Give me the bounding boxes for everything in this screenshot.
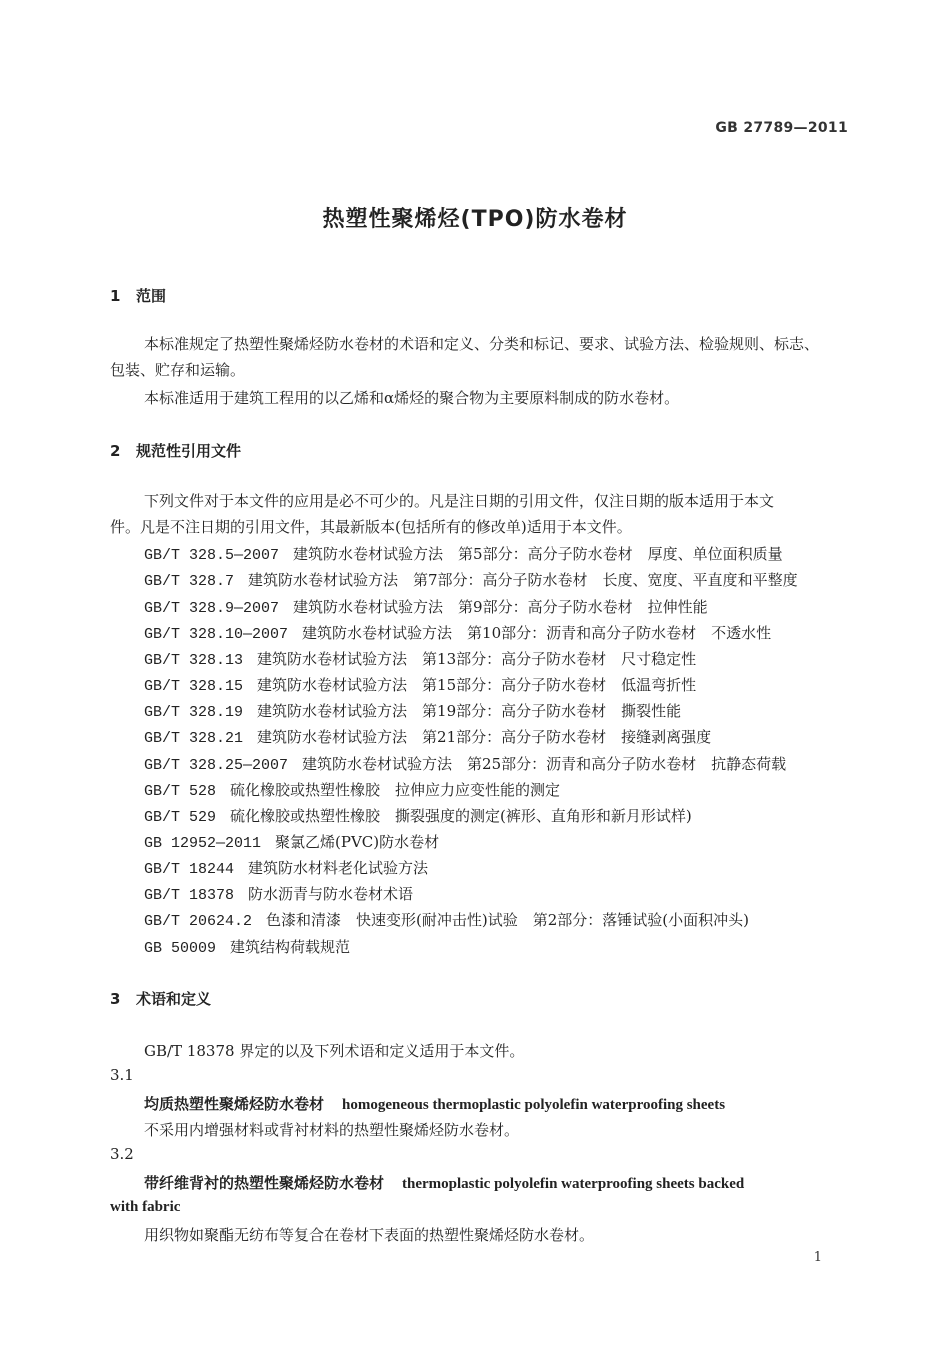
reference-item (144, 831, 439, 852)
term-english-continued: with fabric (110, 1199, 181, 1215)
term-heading (144, 1172, 744, 1193)
section-title: 规范性引用文件 (136, 442, 242, 460)
reference-item (144, 726, 711, 747)
reference-code: GB/T 18378 (144, 887, 235, 904)
reference-code: GB/T 20624.2 (144, 913, 253, 930)
reference-item (144, 700, 681, 721)
reference-code: GB 50009 (144, 940, 217, 957)
reference-item (144, 648, 696, 669)
reference-item (144, 622, 771, 643)
reference-title: 建筑防水卷材试验方法 第10部分：沥青和高分子防水卷材 不透水性 (302, 624, 772, 642)
term-english: thermoplastic polyolefin waterproofing sheets backed (402, 1176, 745, 1192)
reference-code: GB/T 528 (144, 783, 217, 800)
section-title: 范围 (136, 287, 167, 305)
paragraph-line: 件。凡是不注日期的引用文件，其最新版本(包括所有的修改单)适用于本文件。 (110, 518, 632, 536)
section-3-heading (110, 988, 211, 1009)
reference-title: 建筑防水卷材试验方法 第9部分：高分子防水卷材 拉伸性能 (293, 598, 708, 616)
reference-title: 建筑结构荷载规范 (230, 938, 351, 956)
reference-title: 防水沥青与防水卷材术语 (248, 885, 414, 903)
paragraph-line: 下列文件对于本文件的应用是必不可少的。凡是注日期的引用文件，仅注日期的版本适用于本文 (144, 492, 775, 510)
reference-code: GB/T 18244 (144, 861, 235, 878)
section-2-heading (110, 440, 241, 461)
section-number: 1 (110, 287, 121, 305)
reference-item (144, 543, 783, 564)
section-1-heading (110, 285, 166, 306)
reference-item (144, 909, 749, 930)
reference-title: 色漆和清漆 快速变形(耐冲击性)试验 第2部分：落锤试验(小面积冲头) (266, 911, 749, 929)
reference-item (144, 883, 413, 904)
reference-code: GB/T 328.15 (144, 678, 244, 695)
term-definition: 用织物如聚酯无纺布等复合在卷材下表面的热塑性聚烯烃防水卷材。 (144, 1226, 595, 1244)
term-chinese: 均质热塑性聚烯烃防水卷材 (144, 1095, 325, 1113)
reference-item (144, 596, 708, 617)
standard-code: GB 27789—2011 (715, 120, 848, 136)
term-english: homogeneous thermoplastic polyolefin waterproofing sheets (342, 1097, 726, 1113)
reference-code: GB/T 328.7 (144, 573, 235, 590)
reference-title: 建筑防水材料老化试验方法 (248, 859, 429, 877)
reference-title: 建筑防水卷材试验方法 第21部分：高分子防水卷材 接缝剥离强度 (257, 728, 712, 746)
reference-title: 硫化橡胶或热塑性橡胶 撕裂强度的测定(裤形、直角形和新月形试样) (230, 807, 692, 825)
paragraph-line: 本标准规定了热塑性聚烯烃防水卷材的术语和定义、分类和标记、要求、试验方法、检验规则、标志、 (144, 335, 820, 353)
reference-title: 建筑防水卷材试验方法 第25部分：沥青和高分子防水卷材 抗静态荷载 (302, 755, 787, 773)
reference-code: GB/T 328.5—2007 (144, 547, 280, 564)
reference-code: GB/T 328.25—2007 (144, 757, 289, 774)
reference-code: GB/T 328.13 (144, 652, 244, 669)
reference-title: 建筑防水卷材试验方法 第5部分：高分子防水卷材 厚度、单位面积质量 (293, 545, 783, 563)
term-number: 3.1 (110, 1066, 134, 1084)
page-number: 1 (813, 1250, 822, 1265)
reference-code: GB/T 328.10—2007 (144, 626, 289, 643)
reference-code: GB/T 328.21 (144, 730, 244, 747)
reference-title: 聚氯乙烯(PVC)防水卷材 (275, 833, 440, 851)
reference-title: 建筑防水卷材试验方法 第15部分：高分子防水卷材 低温弯折性 (257, 676, 697, 694)
reference-title: 建筑防水卷材试验方法 第13部分：高分子防水卷材 尺寸稳定性 (257, 650, 697, 668)
reference-item (144, 779, 560, 800)
reference-code: GB/T 328.19 (144, 704, 244, 721)
paragraph-line: GB/T 18378 界定的以及下列术语和定义适用于本文件。 (144, 1042, 525, 1060)
reference-title: 硫化橡胶或热塑性橡胶 拉伸应力应变性能的测定 (230, 781, 561, 799)
term-number: 3.2 (110, 1145, 134, 1163)
reference-item (144, 569, 798, 590)
reference-code: GB/T 529 (144, 809, 217, 826)
document-title: 热塑性聚烯烃(TPO)防水卷材 (322, 207, 628, 232)
reference-item (144, 805, 692, 826)
reference-item (144, 674, 696, 695)
term-chinese: 带纤维背衬的热塑性聚烯烃防水卷材 (144, 1174, 385, 1192)
section-number: 2 (110, 442, 121, 460)
term-heading (144, 1093, 725, 1114)
reference-item (144, 936, 350, 957)
reference-code: GB 12952—2011 (144, 835, 262, 852)
reference-item (144, 753, 786, 774)
paragraph-line: 包装、贮存和运输。 (110, 361, 246, 379)
term-definition: 不采用内增强材料或背衬材料的热塑性聚烯烃防水卷材。 (144, 1121, 520, 1139)
section-title: 术语和定义 (136, 990, 212, 1008)
section-number: 3 (110, 990, 121, 1008)
reference-item (144, 857, 428, 878)
reference-title: 建筑防水卷材试验方法 第19部分：高分子防水卷材 撕裂性能 (257, 702, 682, 720)
term-heading-continued (110, 1197, 180, 1216)
paragraph-line: 本标准适用于建筑工程用的以乙烯和α烯烃的聚合物为主要原料制成的防水卷材。 (144, 389, 680, 407)
reference-title: 建筑防水卷材试验方法 第7部分：高分子防水卷材 长度、宽度、平直度和平整度 (248, 571, 798, 589)
reference-code: GB/T 328.9—2007 (144, 600, 280, 617)
